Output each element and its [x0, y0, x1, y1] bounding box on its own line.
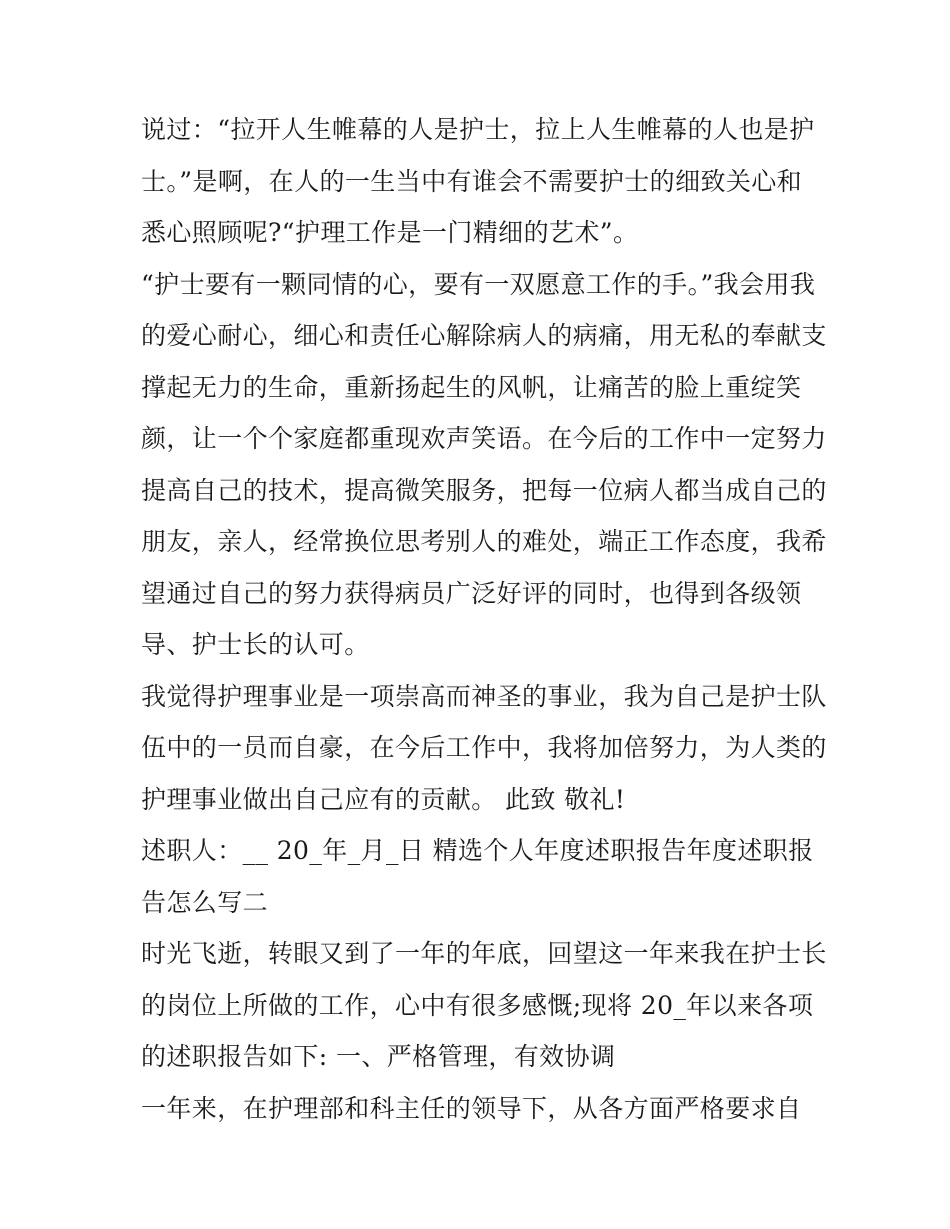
text-line: 士。”是啊，在人的一生当中有谁会不需要护士的细致关心和	[141, 166, 803, 196]
text-line: 述职人：__ 20_年_月_日 精选个人年度述职报告年度述职报	[141, 836, 814, 865]
text-line: 说过：“拉开人生帷幕的人是护士，拉上人生帷幕的人也是护	[141, 115, 815, 144]
text-line: 撑起无力的生命，重新扬起生的风帆，让痛苦的脸上重绽笑	[141, 372, 802, 402]
text-line: 朋友，亲人，经常换位思考别人的难处，端正工作态度，我希	[141, 527, 827, 556]
text-line: 颜，让一个个家庭都重现欢声笑语。在今后的工作中一定努力	[141, 424, 827, 453]
document-body	[141, 104, 827, 1134]
text-line: 的爱心耐心，细心和责任心解除病人的病痛，用无私的奉献支	[141, 321, 827, 350]
text-line: 告怎么写二	[141, 887, 269, 917]
text-line: 我觉得护理事业是一项崇高而神圣的事业，我为自己是护士队	[141, 681, 827, 711]
text-line: 一年来，在护理部和科主任的领导下，从各方面严格要求自	[141, 1093, 802, 1123]
text-line: 提高自己的技术，提高微笑服务，把每一位病人都当成自己的	[141, 475, 827, 505]
text-line: 时光飞逝，转眼又到了一年的年底，回望这一年来我在护士长	[141, 939, 827, 968]
text-line: 望通过自己的努力获得病员广泛好评的同时，也得到各级领	[141, 578, 802, 608]
text-line: 护理事业做出自己应有的贡献。 此致 敬礼!	[141, 784, 626, 814]
text-line: 导、护士长的认可。	[141, 630, 370, 659]
text-line: “护士要有一颗同情的心，要有一双愿意工作的手。”我会用我	[141, 269, 816, 299]
text-line: 伍中的一员而自豪，在今后工作中，我将加倍努力，为人类的	[141, 733, 827, 762]
text-line: 的岗位上所做的工作，心中有很多感慨;现将 20_年以来各项	[141, 990, 814, 1020]
text-line: 的述职报告如下: 一、严格管理，有效协调	[141, 1042, 616, 1071]
text-line: 悉心照顾呢?“护理工作是一门精细的艺术”。	[141, 218, 639, 247]
